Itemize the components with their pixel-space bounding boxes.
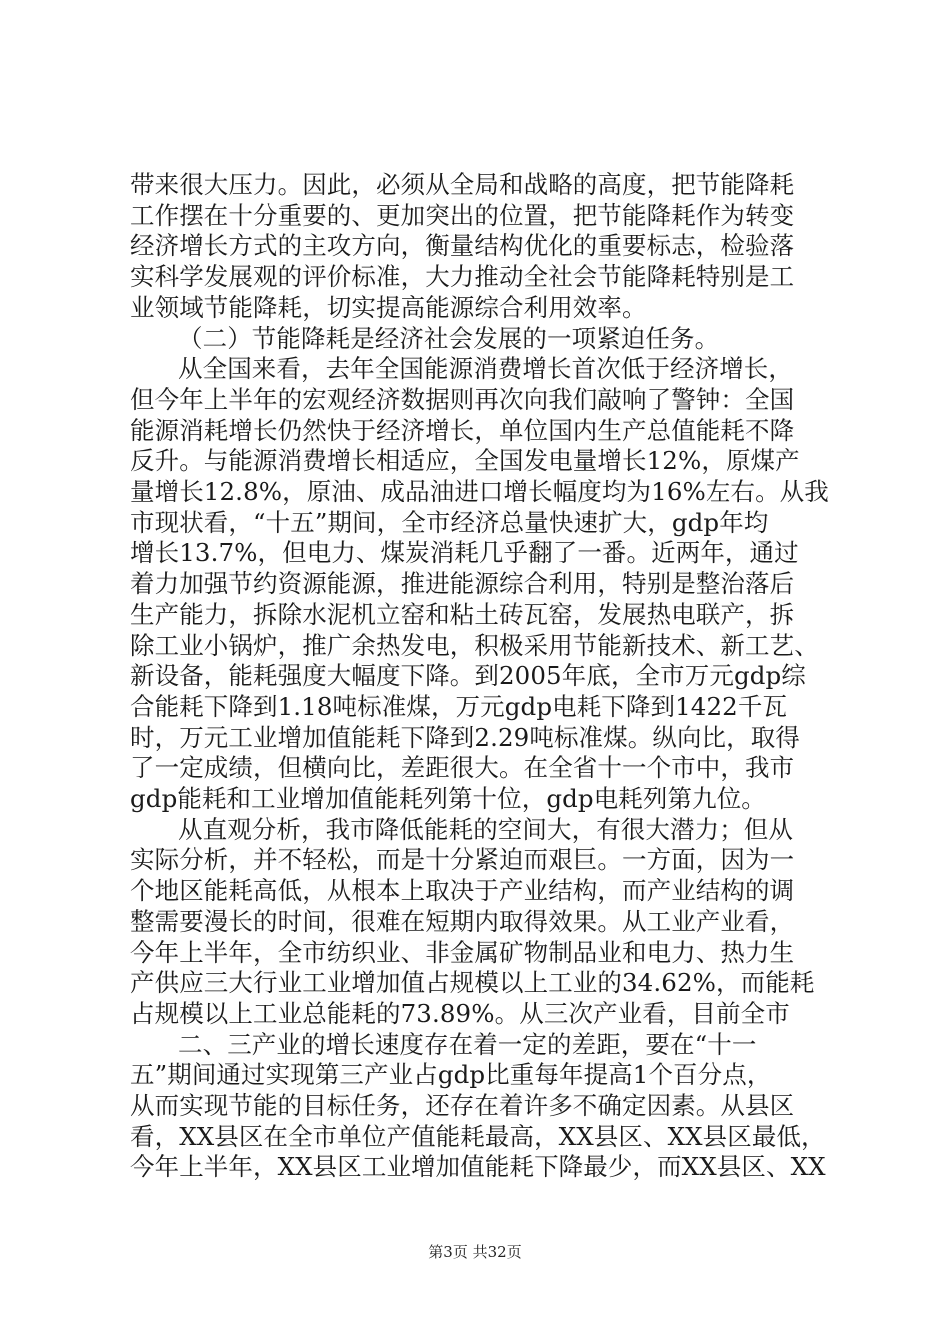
text-line: 时，万元工业增加值能耗下降到2.29吨标准煤。纵向比，取得 <box>130 722 800 752</box>
text-line: 产供应三大行业工业增加值占规模以上工业的34.62%，而能耗 <box>130 968 815 998</box>
text-line: 看，XX县区在全市单位产值能耗最高，XX县区、XX县区最低， <box>130 1121 826 1151</box>
text-line: 量增长12.8%，原油、成品油进口增长幅度均为16%左右。从我 <box>130 477 829 506</box>
page-footer <box>0 1242 950 1262</box>
text-line: 着力加强节约资源能源，推进能源综合利用，特别是整治落后 <box>130 569 795 599</box>
text-line: 生产能力，拆除水泥机立窑和粘土砖瓦窑，发展热电联产，拆 <box>130 599 795 629</box>
paragraph-start: 二、三产业的增长速度存在着一定的差距，要在“十一 <box>178 1029 757 1059</box>
text-line: 了一定成绩，但横向比，差距很大。在全省十一个市中，我市 <box>130 753 795 783</box>
text-line: 增长13.7%，但电力、煤炭消耗几乎翻了一番。近两年，通过 <box>130 538 799 568</box>
text-line: 个地区能耗高低，从根本上取决于产业结构，而产业结构的调 <box>130 876 795 906</box>
text-line: 今年上半年，全市纺织业、非金属矿物制品业和电力、热力生 <box>130 937 795 967</box>
text-line: 实科学发展观的评价标准，大力推动全社会节能降耗特别是工 <box>130 262 795 292</box>
paragraph-start: 从直观分析，我市降低能耗的空间大，有很大潜力；但从 <box>178 814 793 844</box>
text-line: 今年上半年，XX县区工业增加值能耗下降最少，而XX县区、XX <box>130 1152 826 1182</box>
text-line: gdp能耗和工业增加值能耗列第十位，gdp电耗列第九位。 <box>130 784 766 813</box>
text-line: 合能耗下降到1.18吨标准煤，万元gdp电耗下降到1422千瓦 <box>130 691 788 721</box>
text-line: 反升。与能源消费增长相适应，全国发电量增长12%，原煤产 <box>130 446 800 476</box>
text-line: 五”期间通过实现第三产业占gdp比重每年提高1个百分点， <box>130 1060 772 1090</box>
text-line: 能源消耗增长仍然快于经济增长，单位国内生产总值能耗不降 <box>130 415 795 445</box>
text-line: 实际分析，并不轻松，而是十分紧迫而艰巨。一方面，因为一 <box>130 845 795 875</box>
text-line: 工作摆在十分重要的、更加突出的位置，把节能降耗作为转变 <box>130 200 795 230</box>
text-line: 经济增长方式的主攻方向，衡量结构优化的重要标志，检验落 <box>130 231 795 261</box>
text-line: 从而实现节能的目标任务，还存在着许多不确定因素。从县区 <box>130 1091 795 1120</box>
text-line: 带来很大压力。因此，必须从全局和战略的高度，把节能降耗 <box>130 170 795 199</box>
text-line: 占规模以上工业总能耗的73.89%。从三次产业看，目前全市 <box>130 998 790 1028</box>
text-line: 但今年上半年的宏观经济数据则再次向我们敲响了警钟：全国 <box>130 384 795 414</box>
text-line: 新设备，能耗强度大幅度下降。到2005年底，全市万元gdp综 <box>130 661 806 691</box>
text-line: 业领域节能降耗，切实提高能源综合利用效率。 <box>130 292 647 322</box>
page-number-label: 第3页 共32页 <box>428 1243 522 1261</box>
paragraph-start: 从全国来看，去年全国能源消费增长首次低于经济增长， <box>178 354 793 384</box>
text-line: 除工业小锅炉，推广余热发电，积极采用节能新技术、新工艺、 <box>130 630 819 660</box>
section-heading: （二）节能降耗是经济社会发展的一项紧迫任务。 <box>178 323 720 353</box>
text-line: 整需要漫长的时间，很难在短期内取得效果。从工业产业看， <box>130 906 795 936</box>
text-line: 市现状看，“十五”期间，全市经济总量快速扩大，gdp年均 <box>130 507 769 537</box>
